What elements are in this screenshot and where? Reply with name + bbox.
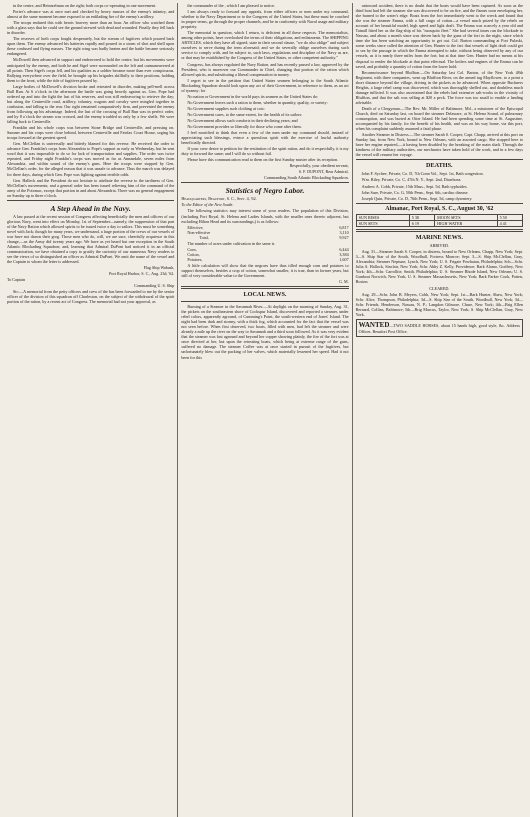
deaths-list	[356, 171, 523, 200]
steamer-distress-article: Another Steamer in Distress.—The steamer Sarah S. Cooper, Capt. Chapp, arrived at this port on Sunday last, from New York, bound to New Orleans, with an assorted cargo. She stopped here to have her engine repaired,—it having been disabled by the breaking of the main shaft. Through the kindness of the military authorities, our mechanics have taken hold of the work, and in a few days the vessel will resume her voyage.	[355, 132, 523, 158]
paragraph: Burning of a Steamer in the Savannah River.—At daylight on the morning of Sunday, Aug. 31, the pickets on the southeastern shore of Cockspur Island, discovered and reported a steamer, under rebel colors, apparently aground, of Cumming's Point, the south-western end of Jones' Island. The night had been dark and stormy, with a thick fog, which accounted for the fact that the vessel was not seen before. When first observed, two boats, filled with men, had left the steamer and were already a mile up the river on the way to Savannah and a third soon followed. As it was very evident that the steamer was fast aground and beyond her copper showing plainly, the fire of the fort was at once directed at her, but upon the retreating boats, which being at extreme range of the guns, suffered no damage. The steamer Coffee was at once started in pursuit of the fugitives, but unfortunately blew out the packing of her valves, which materially lessened her speed. Had it not been for this	[181, 304, 349, 360]
acres-intro: The number of acres under cultivation in the same is	[187, 240, 275, 246]
paragraph: I feel mortified to think that even a few of the men under my command should, instead of appreciating such blessings, evince a querulous spirit with the exercise of lawful authority beneficially directed.	[181, 130, 349, 146]
paragraph: Gen. McClellan is universally and bitterly blamed for this reverse. He received the order to advance Gen. Franklin's corps from Alexandria to Pope's support as early as Wednesday, but he sent word that it was impossible to do so for lack of transportation and supplies. The order was twice repeated, and Friday night Franklin's corps was moved as far as Annandale, seven miles from Alexandria, and within sound of the enemy's guns. Here the troops were stopped by Gen. McClellan's order, for the alleged reason that it was unsafe to advance. Thus the march was delayed for three days, during which Gen. Pope was fighting against terrible odds.	[7, 141, 175, 177]
deaths-heading: DEATHS.	[426, 162, 453, 170]
crops-table	[181, 247, 348, 262]
paragraph: in the centre, and Heintzelman on the right; both corps co-operating in one movement.	[13, 3, 157, 8]
flag-ship-date: Port Royal Harbor, S. C., Aug. 23d, '62.	[109, 271, 175, 277]
crop-row: Corn, 6,444	[187, 246, 349, 252]
paragraph: I regret to see in the petition that United States seamen belonging to the South Atlantic Blockading Squadron should look upon any act of their Government, in reference to them, as an act of tyranny; for	[181, 77, 349, 93]
paragraph: Please have this communication read to them on the first Sunday muster after its reception.	[187, 157, 339, 163]
stats-heading: Statistics of Negro Labor.	[225, 186, 305, 196]
recon-article: Reconnoissance beyond Bluffton.—On Saturday last Col. Barton, of the New York 48th Regiment, with three companies, went up Bluffton River, on the armed tug Mayflower, to a point a short distance beyond the village, driving in the pickets as he advanced. When opposite Buckners Heights, a large rebel camp was discovered, which was thoroughly shelled out, and doubtless much damage inflicted. It was also ascertained that the rebels had extensive salt-works in the vicinity of Bluffton, and that the salt was selling at $20 a peck. The force was too small to enable a landing advisable.	[355, 69, 523, 105]
column-1	[4, 3, 177, 817]
marine-news-heading: MARINE NEWS.	[415, 234, 463, 242]
almanac-row: SUN SETS 6 19 HIGH WATER 4 41	[356, 221, 522, 227]
stats-dateline: Headquarters, Beaufort, S. C., Sept. 4, '62.	[181, 196, 257, 202]
letter-signer: S. F. DUPONT, Rear Admiral,	[298, 169, 349, 175]
paragraph: Franklin and his whole corps was between Stone Bridge and Centreville, and pressing on. Sumner and his corps were close behind, between Centreville and Fairfax Court House, urging his troops forward at the greatest speed.	[7, 125, 175, 141]
letter-signer-title: Commanding South Atlantic Blockading Squadron.	[264, 175, 349, 181]
almanac-table	[356, 214, 523, 227]
battle-report	[7, 3, 174, 198]
paragraph: McDowell then advanced in support and endeavored to hold the centre, but his movements were anticipated by the enemy, and both he and Sigel were surrounded on the left and outmaneuvered at all points. Then Sigel's corps fell, and his qualities as a soldier became more than ever conspicuous. Rallying everywhere over the field, he brought up his brigades skillfully to their positions, holding them to the front, while the tide of fugitives poured by.	[7, 57, 175, 83]
divider	[7, 200, 174, 201]
double-divider	[356, 229, 523, 232]
stats-to: To the Editor of the New South:	[181, 202, 234, 208]
arrived-heading: ARRIVED.	[429, 243, 450, 249]
flag-ship: Flag Ship Wabash,	[143, 265, 175, 271]
marine-arrived: Aug. 31—Steamer Sarah S. Cooper, in distress, bound to New Orleans, Chapp, New York; Sept. 3—S. Ship Star of the South, Woodhull, Fortress Monroe; Sept. 3—S. Ship McClellan, Gray, Alexandria; Steamer Neptune, Lynch, New York; U. S. Frigate Powhatan, Philadelphia; Sch—Schr. Julia A. Hallock, Sinclair, New York; Schr. Abby Z. Kelly, Providence; Bark Alamo, Godfrey, New York; 4th—Schr. Carrollite, Smith, Philadelphia; U. S. Steamer Rhode Island, New Orleans; U. S. Gunboat Norwich, New York; U. S. Steamer Massachusetts, New York; Bark Parker Cook, Patten, Boston.	[355, 249, 523, 285]
paragraph: Gen. Halleck and the President do not hesitate to attribute the reverse to the tardiness of Gen. McClellan's movements; and a general order has been issued relieving him of the command of the army of the Potomac, except that portion in and about Alexandria. There was no general engagement on Sunday up to three o'clock.	[7, 177, 175, 198]
divider	[356, 203, 523, 204]
pop-total-row: Total, 9,927	[199, 234, 349, 240]
divider	[356, 159, 523, 160]
wanted-advertisement	[356, 319, 523, 337]
paragraph: Large bodies of McDowell's division broke and retreated in disorder, making pell-mell across Bull Run. At 6 o'clock in the afternoon the battle was going heavily against us. Gen. Pope had ordered up and into the fight the last of his reserves, and was still endeavoring to retrieve the day; but along the Centreville road, artillery, infantry, wagons and cavalry were mingled together in confusion, and falling to the rear. Our right remained comparatively firm, and prevented the enemy from following up his advantage. Indeed, the last of the crossing of Bull Run was in perfect order, and by 8 o'clock the stream was crossed, and the enemy troubled us only by a few shells. We were falling back to Centreville.	[7, 83, 175, 125]
paragraph: The reserves of both corps fought desperately, but the stream of fugitives which poured back upon them. The enemy advanced his batteries rapidly and poured in a storm of shot and shell upon these confused and flying masses. The right wing was badly beaten and the battle became seriously endangered.	[7, 36, 175, 57]
paragraph: untoward accident, there is no doubt that the boats would have been captured. As soon as the third boat had left the steamer she was discovered to be on fire, and the flames soon enveloping her, she burned to the water's edge. Boats from the fort immediately went to the wreck and found that she was the steamer Emma, with a full cargo of cotton—a vessel much prized by the rebels on account of her beautiful model, high speed and light draft. The Emma was scarcely a year old and Tatnall fitted her as the flag-ship of his "mosquito fleet." She had several times run the blockade to Nassau, and about a month since was driven back by the guns of the fort in the night, since which time she has been watching an opportunity to get out. Col. Barton commanding at Fort Pulaski, some weeks since called the attention of Gen. Hunter to the fact that vessels of light draft could get to sea by the passage in which the Emma attempted to take, without being observed by any of our vessels, as it is nearly three miles from the fort; but at that time Gen. Hunter had no means at his disposal to render the blockade at that point effectual. The boilers and engines of the Emma can be saved, and probably a quantity of cotton from the lower hold.	[355, 3, 523, 69]
paragraph: No Government allows such comforts in their declining years; and	[187, 117, 298, 123]
paragraph: The troops endured this with heroic bravery more than an hour. An officer who watched them with a glass says that he could see the ground strewed with dead and wounded. Finally they fell back in disorder.	[7, 20, 175, 36]
marine-cleared: Aug. 29—Schr. John B. Meyers, Cobb, New York; Sept. 1st—Bark Hunter, Shaw, New York; Schr. Alice, Thompson, Philadelphia; 3d—S. Ship Star of the South, Woodhull, New York; 3d—Schr. Friends, Henderson, Nassau, N. P.; Langdon Gilmore, Chase, New York; 4th—Brig Ellen Bernard, Collins, Baltimore; 5th—Brig Marcus, Taylor, New York; S. Ship McClellan, Gray, New York.	[355, 291, 523, 317]
death-notice: Wm. Riley, Private, Co. C, 47th N. Y., Sept. 2nd, Diarrhoea.	[361, 177, 462, 183]
paragraph: The memorial in question, which I return, is deficient in all these respects. The memorialists, among other points, have overlooked the terms of their obligations, and enlistments. The SHIPPING ARTICLES, which they have all signed, state in their second clause, "we do also oblige" and subject ourselves to serve during the term aforesaid; and we do severally oblige ourselves during such service to comply with, and be subject to, such laws, regulations and discipline of the Navy as are, or that may be established by the Congress of the United States, or other competent authority."	[181, 30, 349, 61]
cleared-heading: CLEARED.	[429, 285, 450, 291]
population-table	[181, 225, 348, 240]
navy-article	[7, 214, 174, 264]
steamer-article-cont	[356, 3, 523, 69]
paragraph: If your crew desire to petition for the restitution of the spirit ration, and do it respectfully, it is my duty to forward the same; and I will do so without fail.	[181, 146, 349, 157]
column-2	[177, 3, 351, 817]
navy-letter-body	[181, 3, 348, 162]
navy-letter-start	[7, 289, 174, 304]
local-news-body	[181, 304, 348, 360]
paragraph: No nation or Government in the world pays its seamen as the United States do:	[187, 93, 319, 99]
paragraph: No Government leaves such a ration to them, whether in quantity, quality, or variety:	[187, 99, 328, 105]
double-divider	[181, 286, 348, 289]
crop-row: Cotton, 3,384	[187, 251, 349, 257]
letter-closing: Respectfully, your obedient servant,	[289, 163, 349, 169]
paragraph: A law passed at the recent session of Congress affecting beneficially the men and officers of our glorious Navy, went into effect on Monday, 1st of September—namely, the suppression of that part of the Navy Ration which allowed spirits to be issued twice a day to sailors. This must be something novel with Jack; though for many years, we understand, a large portion of the crews of our vessels of war have not drawn their grog. Those men who do, will, we are sure, cheerfully acquiesce in this change,—as the Army did twenty years ago. We have as yet heard but one exception in the South Atlantic Blockading Squadron; and, learning that Admiral DuPont had noticed it in an official communication, we have obtained a copy to gratify the curiosity of our numerous Navy readers to see the views of so distinguished an officer as Admiral DuPont. We omit the name of the vessel and the Captain to whom the letter is addressed.	[7, 213, 175, 265]
pop-row: Effective, 6,817	[187, 224, 349, 230]
ad-body: —TWO SADDLE HORSES, about 15 hands high, good style, &c. Address Officer, Beaufort Post Office.	[358, 322, 520, 334]
local-news-heading: LOCAL NEWS.	[243, 291, 287, 299]
paragraph: I am always ready to forward any appeals, from either officers or men under my command, whether to the Navy Department or to the Congress of the United States, but these must be couched in proper terms, go through the proper channels, and be in conformity with Naval usage and military propriety.	[181, 9, 349, 30]
paragraph: Sir:—A memorial from the petty officers and crew of the has been forwarded to me by the senior officer of the division of this squadron off Charleston, on the subject of the withdrawal of the spirit portion of the ration, by a recent act of Congress. The memorial had not your approval, as	[7, 289, 175, 305]
paragraph: Porter's advance was at once met and checked by heavy masses of the enemy's infantry, and almost at the same moment became exposed to an enfilading fire of the enemy's artillery.	[7, 9, 175, 20]
crop-row: Potatoes, 1,607	[187, 256, 349, 262]
almanac-title: Almanac, Port Royal, S. C., August 30, '62	[385, 205, 494, 212]
navy-heading: A Step Ahead in the Navy.	[50, 203, 131, 213]
pop-row: Non-effective 3,110	[187, 229, 349, 235]
letter-commanding: Commanding U. S. Ship	[134, 283, 175, 289]
column-3	[352, 3, 526, 817]
ad-headline: WANTED	[358, 320, 390, 329]
stats-intro: The following statistics may interest some of your readers. The population of this Division, (including Fort Royal, St. Helena and Ladies Islands, with the smaller ones thereto adjacent, but excluding Hilton Head and its surroundings,) is as follows:	[181, 208, 349, 224]
paragraph: Congress, has always regulated the Navy Ration, and has recently passed a law, approved by the President, who is moreover our Commander in Chief, changing that portion of the ration which allowed spirits, and substituting a liberal compensation in money.	[181, 61, 349, 77]
almanac-row: SUN RISES 5 38 MOON SETS 5 50	[356, 215, 522, 221]
stats-signature: G. M.	[338, 279, 349, 285]
paragraph: No Government cares, to the same extent, for the health of its sailors:	[187, 111, 303, 117]
death-notice: Andrew A. Cobb, Private, 15th Mass., Sept. 5d, Bath typhoides.	[361, 183, 468, 189]
death-notice: John Sure, Private, Co. G, 50th Penn., Sept. 6th, cardiac disease.	[361, 189, 469, 195]
stats-outro: A little calculation will show that the negroes have thus tilled enough corn and potatoes to support themselves, besides a crop of cotton, somewhat smaller, it is true, than in former years, but still of very considerable value to the Government.	[181, 262, 349, 279]
death-article: Death of a Clergyman.—The Rev. Mr. Miller of Baltimore, Md., a missioner of the Episcopal Church, died on Saturday last, on board the steamer Delaware, at St. Helena Sound, of pulmonary consumption, and was buried at Otter Island. He had been spending some time at St. Augustine, accompanied by his family, for the benefit of his health, and was on his way home, via this port, when his complaint suddenly assumed a fatal phase.	[355, 105, 523, 132]
divider	[181, 301, 348, 302]
death-notice: Joseph Quin, Private, Co. D, 76th Penn., Sept. 5d, camp dysentery.	[361, 195, 473, 201]
death-notice: John F. Sychee, Private, Co. D, 7th Conn Vol., Sept. 1st, Bath congestion.	[361, 171, 484, 177]
paragraph: No Government supplies such clothing at cost:	[187, 105, 265, 111]
page-columns	[4, 3, 526, 817]
letter-to: To Captain	[7, 277, 26, 283]
ad-text	[359, 321, 520, 334]
paragraph: No Government provides so liberally for those who come after them.	[187, 124, 302, 130]
divider	[181, 182, 348, 183]
paragraph: the commander of the , which I am pleased to notice.	[187, 3, 276, 8]
